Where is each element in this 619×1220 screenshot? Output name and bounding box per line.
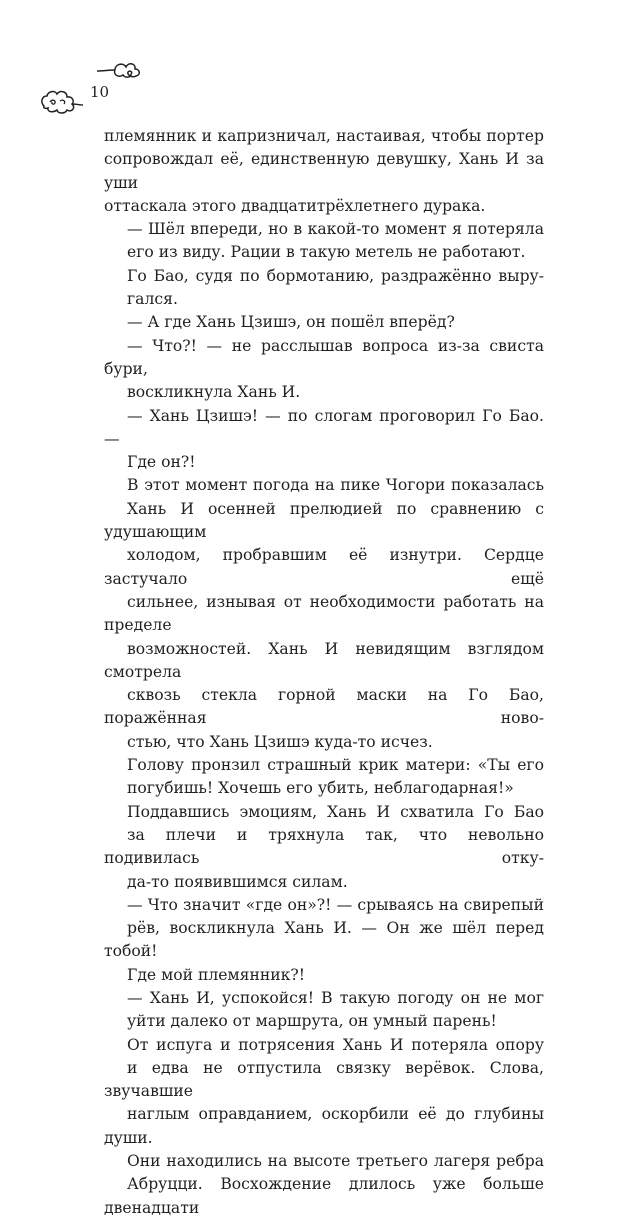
text-line: сквозь стекла горной маски на Го Бао, поражённая ново- [104,686,544,728]
text-line: гался. [127,290,178,309]
text-line: В этот момент погода на пике Чогори показалась [127,476,544,495]
paragraph [104,801,544,894]
text-line: Хань И осенней прелюдией по сравнению с удушающим [104,499,544,542]
text-line: погубишь! Хочешь его убить, неблагодарная!» [127,779,514,798]
body-text [104,125,544,1220]
paragraph [104,311,544,334]
text-line: Где мой племянник?! [127,965,306,984]
text-line: рёв, воскликнула Хань И. — Он же шёл перед тобой! [104,919,544,961]
text-line: за плечи и тряхнула так, что невольно подивилась отку- [104,825,544,868]
text-line: сопровождал её, единственную девушку, Хань И за уши [104,150,544,192]
text-line: Где он?! [127,453,196,472]
page-number: 10 [90,83,110,101]
paragraph [104,125,544,218]
paragraph [104,474,544,754]
text-line: воскликнула Хань И. [127,383,301,402]
text-line: да-то появившимся силам. [127,872,348,891]
paragraph [104,265,544,312]
text-line: — Что?! — не расслышав вопроса из-за свиста бури, [104,336,544,378]
text-line: племянник и капризничал, настаивая, чтобы портер [104,127,544,145]
text-line: От испуга и потрясения Хань И потеряла опору [127,1035,544,1054]
text-line: наглым оправданием, оскорбили её до глубины души. [104,1105,544,1147]
text-line: холодом, пробравшим её изнутри. Сердце застучало ещё [104,546,544,588]
text-line: сильнее, изнывая от необходимости работать на пределе [104,592,544,635]
paragraph [104,405,544,475]
text-line: и едва не отпустила связку верёвок. Слова, звучавшие [104,1058,544,1101]
paragraph [104,894,544,987]
text-line: Голову пронзил страшный крик матери: «Ты его [127,756,544,775]
paragraph [104,218,544,265]
text-line: оттаскала этого двадцатитрёхлетнего дурака. [104,196,486,215]
text-line: его из виду. Рации в такую метель не работают. [127,243,526,262]
paragraph [104,987,544,1034]
text-line: — Что значит «где он»?! — срываясь на свирепый [127,895,544,914]
text-line: — Шёл впереди, но в какой-то момент я потеряла [127,220,544,239]
paragraph [104,754,544,801]
text-line: Они находились на высоте третьего лагеря ребра [127,1152,544,1171]
text-line: Абруцци. Восхождение длилось уже больше двенадцати [104,1175,544,1217]
cloud-ornament-icon [38,88,84,120]
text-line: возможностей. Хань И невидящим взглядом смотрела [104,639,544,681]
paragraph [104,1034,544,1220]
text-line: стью, что Хань Цзишэ куда-то исчез. [127,732,433,751]
text-line: — Хань И, успокойся! В такую погоду он не мог [127,988,544,1007]
text-line: Го Бао, судя по бормотанию, раздражённо выру- [127,266,544,285]
text-line: — Хань Цзишэ! — по слогам проговорил Го Бао. — [104,406,544,448]
paragraph [104,335,544,405]
text-line: Поддавшись эмоциям, Хань И схватила Го Бао [127,802,544,821]
text-line: — А где Хань Цзишэ, он пошёл вперёд? [127,313,455,332]
text-line: уйти далеко от маршрута, он умный парень! [127,1012,497,1031]
